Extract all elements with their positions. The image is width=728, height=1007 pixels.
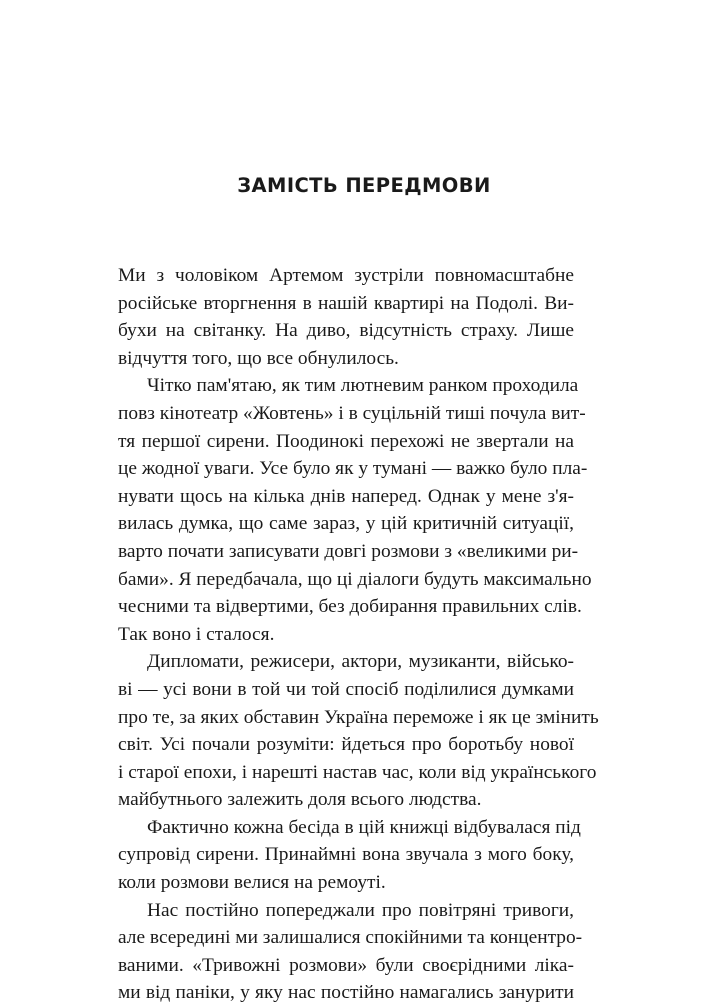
text-line: ві — усі вони в той чи той спосіб поділилися думками: [118, 678, 574, 700]
text-line: Нас постійно попереджали про повітряні тривоги,: [147, 899, 574, 921]
text-line: відчуття того, що все обнулилось.: [118, 347, 399, 369]
text-line: бухи на світанку. На диво, відсутність страху. Лише: [118, 320, 574, 342]
text-line: про те, за яких обставин Україна переможе і як це змінить: [118, 706, 599, 728]
text-line: коли розмови велися на ремоуті.: [118, 872, 386, 894]
text-line: і старої епохи, і нарешті настав час, коли від українського: [118, 761, 597, 783]
text-line: російське вторгнення в нашій квартирі на Подолі. Ви-: [118, 292, 574, 314]
text-line: Дипломати, режисери, актори, музиканти, військо-: [147, 651, 574, 673]
body-text: [118, 262, 599, 1007]
text-line: повз кінотеатр «Жовтень» і в суцільній тиші почула вит-: [118, 402, 586, 424]
text-line: майбутнього залежить доля всього людства.: [118, 789, 482, 811]
text-line: Фактично кожна бесіда в цій книжці відбувалася під: [147, 816, 581, 838]
text-line: ваними. «Тривожні розмови» були своєрідними ліка-: [118, 954, 574, 976]
text-line: тя першої сирени. Поодинокі перехожі не звертали на: [118, 430, 574, 452]
text-line: Так воно і сталося.: [118, 623, 275, 645]
text-line: бами». Я передбачала, що ці діалоги будуть максимально: [118, 568, 592, 590]
text-line: супровід сирени. Принаймні вона звучала з мого боку,: [118, 844, 574, 866]
text-line: Чітко пам'ятаю, як тим лютневим ранком проходила: [147, 375, 579, 397]
chapter-title: ЗАМІСТЬ ПЕРЕДМОВИ: [237, 174, 491, 197]
text-line: нувати щось на кілька днів наперед. Однак у мене з'я-: [118, 485, 574, 507]
text-line: Ми з чоловіком Артемом зустріли повномасштабне: [118, 265, 574, 286]
text-line: це жодної уваги. Усе було як у тумані — важко було пла-: [118, 458, 588, 480]
text-line: ми від паніки, у яку нас постійно намагались занурити: [118, 982, 574, 1004]
text-line: світ. Усі почали розуміти: йдеться про боротьбу нової: [118, 734, 574, 756]
text-line: чесними та відвертими, без добирання правильних слів.: [118, 596, 582, 618]
text-line: варто почати записувати довгі розмови з «великими ри-: [118, 540, 579, 562]
text-line: вилась думка, що саме зараз, у цій критичній ситуації,: [118, 513, 574, 535]
text-line: але всередині ми залишалися спокійними та концентро-: [118, 927, 583, 949]
